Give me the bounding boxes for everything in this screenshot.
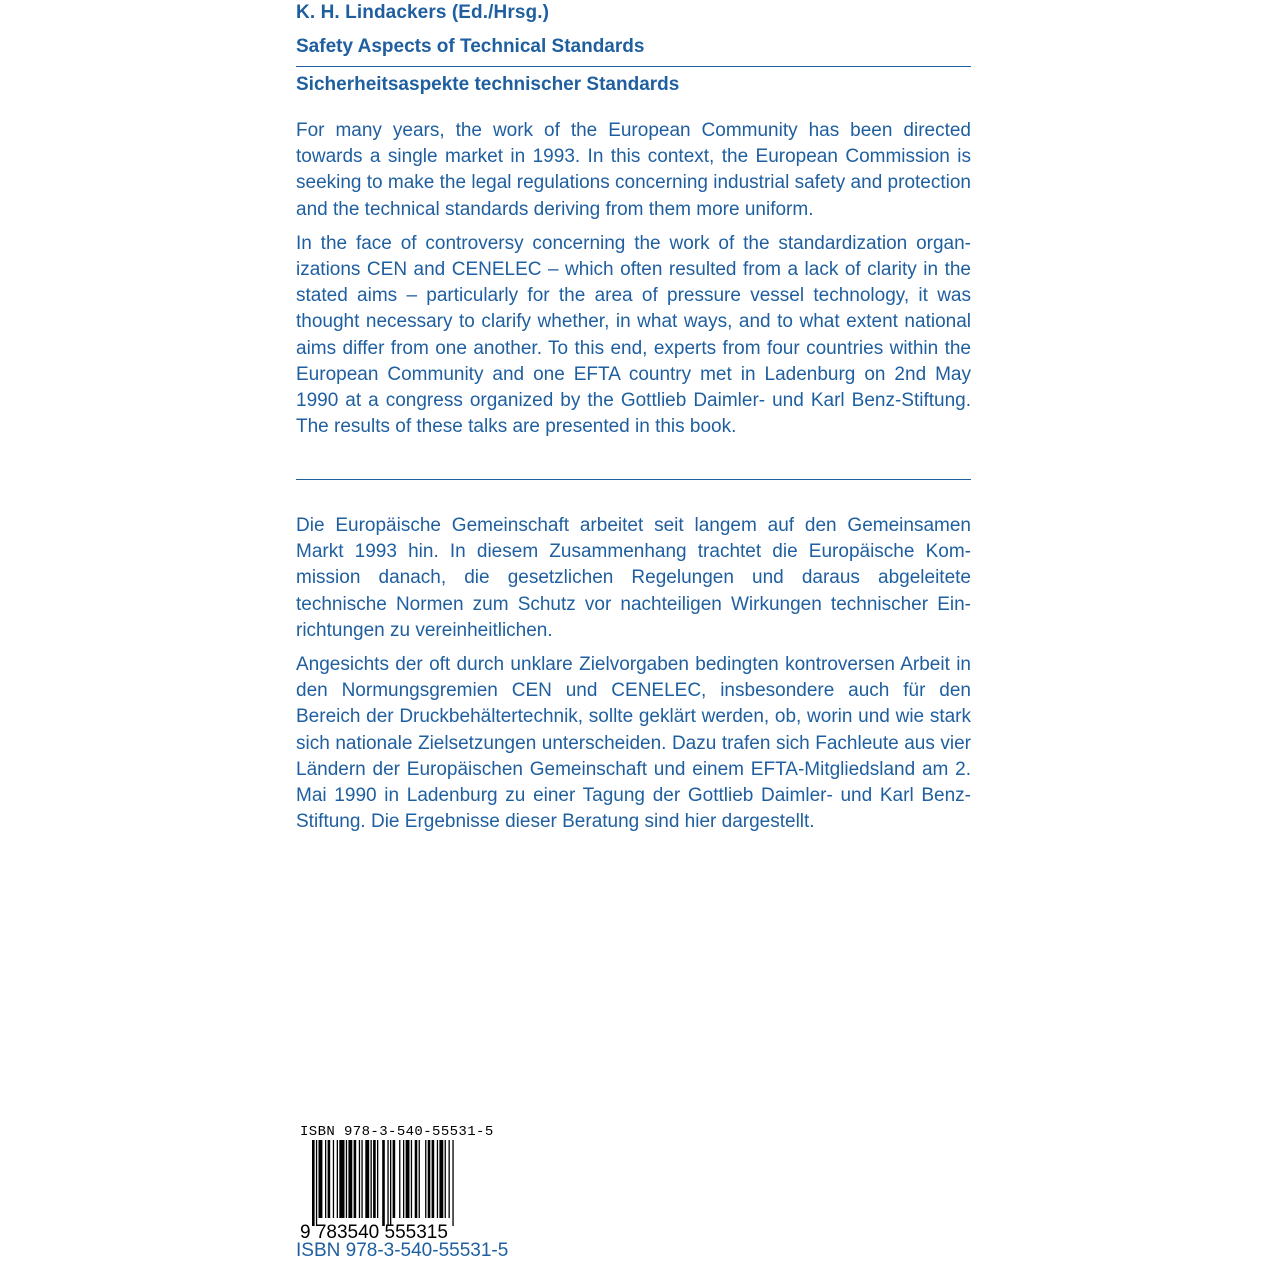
barcode-bar [312,1140,315,1226]
english-description [296,118,971,448]
barcode-bar [411,1140,412,1218]
barcode-bar [439,1140,443,1218]
section-divider [296,479,971,480]
isbn-number: ISBN 978-3-540-55531-5 [296,1240,509,1261]
barcode-bar [445,1140,446,1218]
english-paragraph-2: In the face of controversy concerning the work of the standardization organizations CEN and CENELEC – which often resulted from a lack of clarity in the stated aims – particularly for the area of pressure vessel technology, it was thought necessary to clarify whether, in what ways, and to what extent national aims differ from one another. To this end, experts from four countries within the European Community and one EFTA country met in Ladenburg on 2nd May 1990 at a congress organized by the Gottlieb Daimler- und Karl Benz-Stiftung. The results of these talks are presented in this book. [296,232,971,438]
barcode-bar [393,1140,396,1218]
english-paragraph-1: For many years, the work of the European Community has been directed towards a single market in 1993. In this context, the European Commission is seeking to make the legal regulations concerning industrial safety and protection and the technical standards deriving from them more uniform. [296,120,971,220]
barcode-bar [346,1140,347,1218]
title-english: Safety Aspects of Technical Standards [296,36,645,57]
barcode-bar [419,1140,420,1218]
barcode-bar [316,1140,317,1226]
barcode-bar [382,1140,385,1226]
barcode-bar [377,1140,378,1218]
german-paragraph-1: Die Europäische Gemeinschaft arbeitet seit langem auf den Gemeinsamen Markt 1993 hin. In diesem Zusammenhang trachtet die Europäische Kommission danach, die gesetzlichen Regelungen und daraus abgeleitete technische Normen zum Schutz vor nachteiligen Wirkungen technischer Einrichtungen zu vereinheitlichen. [296,515,971,641]
barcode-bar [365,1140,369,1218]
german-description [296,513,971,843]
barcode-bar [406,1140,410,1218]
barcode-bar [425,1140,426,1218]
title-german: Sicherheitsaspekte technischer Standards [296,74,680,95]
german-paragraph-2: Angesichts der oft durch unklare Zielvorgaben bedingten kontroversen Arbeit in den Normungsgremien CEN und CENELEC, insbesondere auch für den Bereich der Druckbehältertechnik, sollte geklärt werden, ob, worin und wie stark sich nationale Zielsetzungen unterscheiden. Dazu trafen sich Fachleute aus vier Ländern der Europäischen Gemeinschaft und einem EFTA-Mitgliedsland am 2. Mai 1990 in Ladenburg zu einer Tagung der Gottlieb Daimler- und Karl Benz-Stiftung. Die Ergebnisse dieser Beratung sind hier dargestellt. [296,654,971,833]
barcode-bar [432,1140,435,1218]
barcode-bar [452,1140,453,1226]
barcode-bar [319,1140,323,1218]
barcode-bar [428,1140,431,1218]
barcode-bar [373,1140,376,1218]
barcode-bar [361,1140,362,1218]
barcode-graphic [298,1140,498,1240]
barcode-bar [390,1140,391,1226]
barcode-bar [449,1140,450,1218]
barcode-bar [371,1140,372,1218]
barcode-digits: 9 783540 555315 [300,1222,448,1240]
barcode-bars [312,1140,454,1226]
barcode-bar [333,1140,334,1218]
barcode-bar [339,1140,344,1218]
barcode-bar [399,1140,400,1218]
barcode-bar [325,1140,326,1218]
barcode-bar [387,1140,388,1226]
barcode-bar [359,1140,360,1218]
title-divider [296,66,971,67]
barcode-bar [354,1140,357,1218]
isbn-barcode-label: ISBN 978-3-540-55531-5 [300,1124,494,1140]
barcode-bar [328,1140,331,1218]
barcode-bar [403,1140,404,1218]
barcode-bar [437,1140,438,1218]
barcode-bar [348,1140,352,1218]
barcode-bar [415,1140,418,1218]
barcode-bar [337,1140,338,1218]
author-line: K. H. Lindackers (Ed./Hrsg.) [296,2,550,23]
